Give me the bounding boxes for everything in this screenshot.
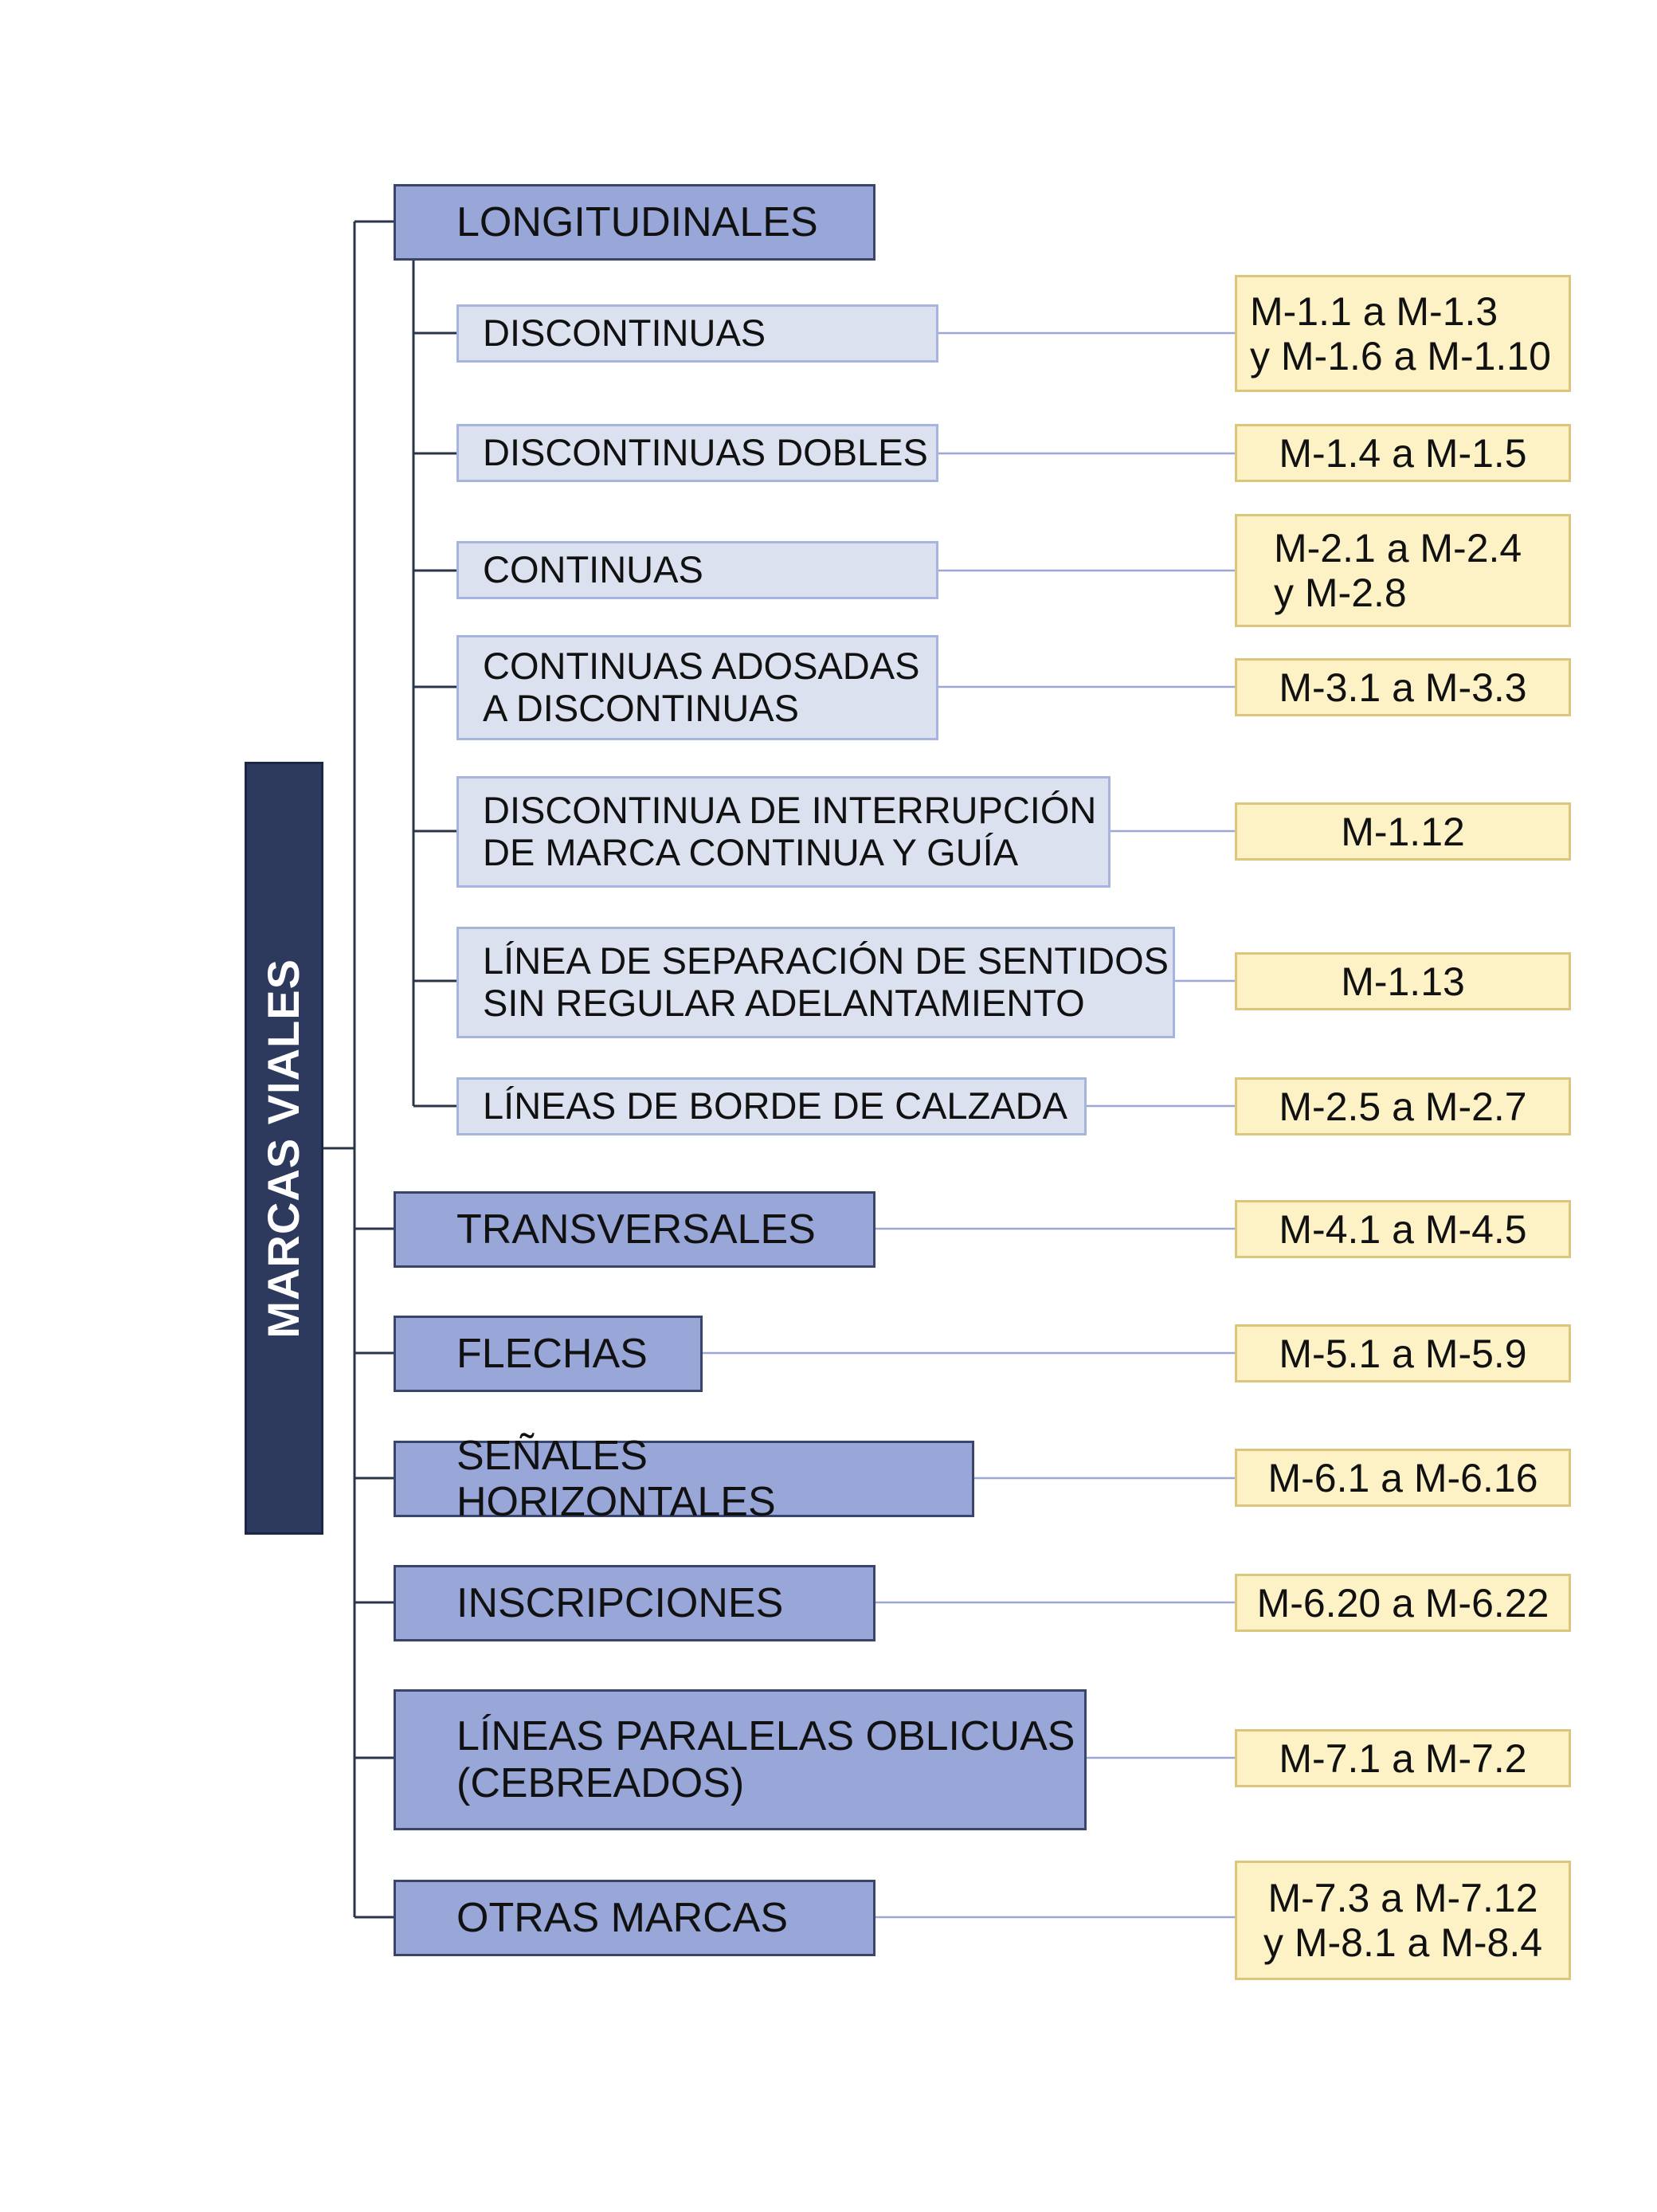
subcategory-continuas <box>456 541 938 599</box>
code-text: M-1.13 <box>1341 959 1465 1004</box>
code-box-continuas-adosadas <box>1235 658 1571 716</box>
category-label: LONGITUDINALES <box>456 198 818 245</box>
subcategory-label: CONTINUAS ADOSADAS A DISCONTINUAS <box>483 645 920 729</box>
category-senales-horizontales <box>394 1432 974 1525</box>
subcategory-label: DISCONTINUAS DOBLES <box>483 431 928 474</box>
subcategory-continuas-adosadas <box>456 635 938 740</box>
subcategory-label: DISCONTINUAS <box>483 312 766 355</box>
code-text: M-1.4 a M-1.5 <box>1279 430 1527 476</box>
subcategory-label: LÍNEAS DE BORDE DE CALZADA <box>483 1084 1067 1128</box>
code-box-lineas-paralelas <box>1235 1729 1571 1787</box>
code-box-discontinua-interrupcion <box>1235 802 1571 861</box>
subcategory-label: DISCONTINUA DE INTERRUPCIÓN DE MARCA CONTINUA Y GUÍA <box>483 789 1097 873</box>
code-text: M-2.1 a M-2.4 y M-2.8 <box>1274 526 1522 615</box>
code-text: M-4.1 a M-4.5 <box>1279 1206 1527 1252</box>
category-longitudinales <box>394 184 876 261</box>
subcategory-discontinua-interrupcion <box>456 776 1111 888</box>
category-inscripciones <box>394 1565 876 1641</box>
code-box-linea-separacion <box>1235 952 1571 1010</box>
code-text: M-1.12 <box>1341 809 1465 854</box>
code-box-flechas <box>1235 1324 1571 1382</box>
category-otras-marcas <box>394 1880 876 1956</box>
root-box <box>245 762 323 1535</box>
category-label: SEÑALES HORIZONTALES <box>456 1432 776 1525</box>
code-box-continuas <box>1235 514 1571 627</box>
code-box-senales-horizontales <box>1235 1449 1571 1507</box>
subcategory-label: CONTINUAS <box>483 548 703 591</box>
root-label: MARCAS VIALES <box>258 958 309 1339</box>
code-text: M-7.3 a M-7.12 y M-8.1 a M-8.4 <box>1263 1876 1543 1965</box>
code-text: M-5.1 a M-5.9 <box>1279 1331 1527 1376</box>
subcategory-linea-separacion <box>456 927 1175 1038</box>
code-box-otras-marcas <box>1235 1861 1571 1980</box>
code-text: M-3.1 a M-3.3 <box>1279 665 1527 710</box>
code-box-discontinuas <box>1235 275 1571 392</box>
code-text: M-1.1 a M-1.3 y M-1.6 a M-1.10 <box>1250 288 1551 378</box>
code-box-lineas-borde <box>1235 1077 1571 1135</box>
code-box-transversales <box>1235 1200 1571 1258</box>
code-box-discontinuas-dobles <box>1235 424 1571 482</box>
subcategory-discontinuas <box>456 304 938 363</box>
subcategory-discontinuas-dobles <box>456 424 938 482</box>
subcategory-lineas-borde <box>456 1077 1087 1135</box>
category-transversales <box>394 1191 876 1268</box>
category-label: LÍNEAS PARALELAS OBLICUAS (CEBREADOS) <box>456 1713 1075 1806</box>
category-flechas <box>394 1316 703 1392</box>
category-label: TRANSVERSALES <box>456 1206 816 1253</box>
code-text: M-2.5 a M-2.7 <box>1279 1084 1527 1129</box>
category-label: INSCRIPCIONES <box>456 1579 784 1626</box>
code-text: M-6.1 a M-6.16 <box>1267 1455 1538 1500</box>
subcategory-label: LÍNEA DE SEPARACIÓN DE SENTIDOS SIN REGULAR ADELANTAMIENTO <box>483 939 1169 1024</box>
code-box-inscripciones <box>1235 1574 1571 1632</box>
category-label: FLECHAS <box>456 1330 648 1377</box>
code-text: M-7.1 a M-7.2 <box>1279 1735 1527 1781</box>
code-text: M-6.20 a M-6.22 <box>1256 1580 1549 1626</box>
category-label: OTRAS MARCAS <box>456 1894 789 1941</box>
category-lineas-paralelas <box>394 1689 1087 1830</box>
